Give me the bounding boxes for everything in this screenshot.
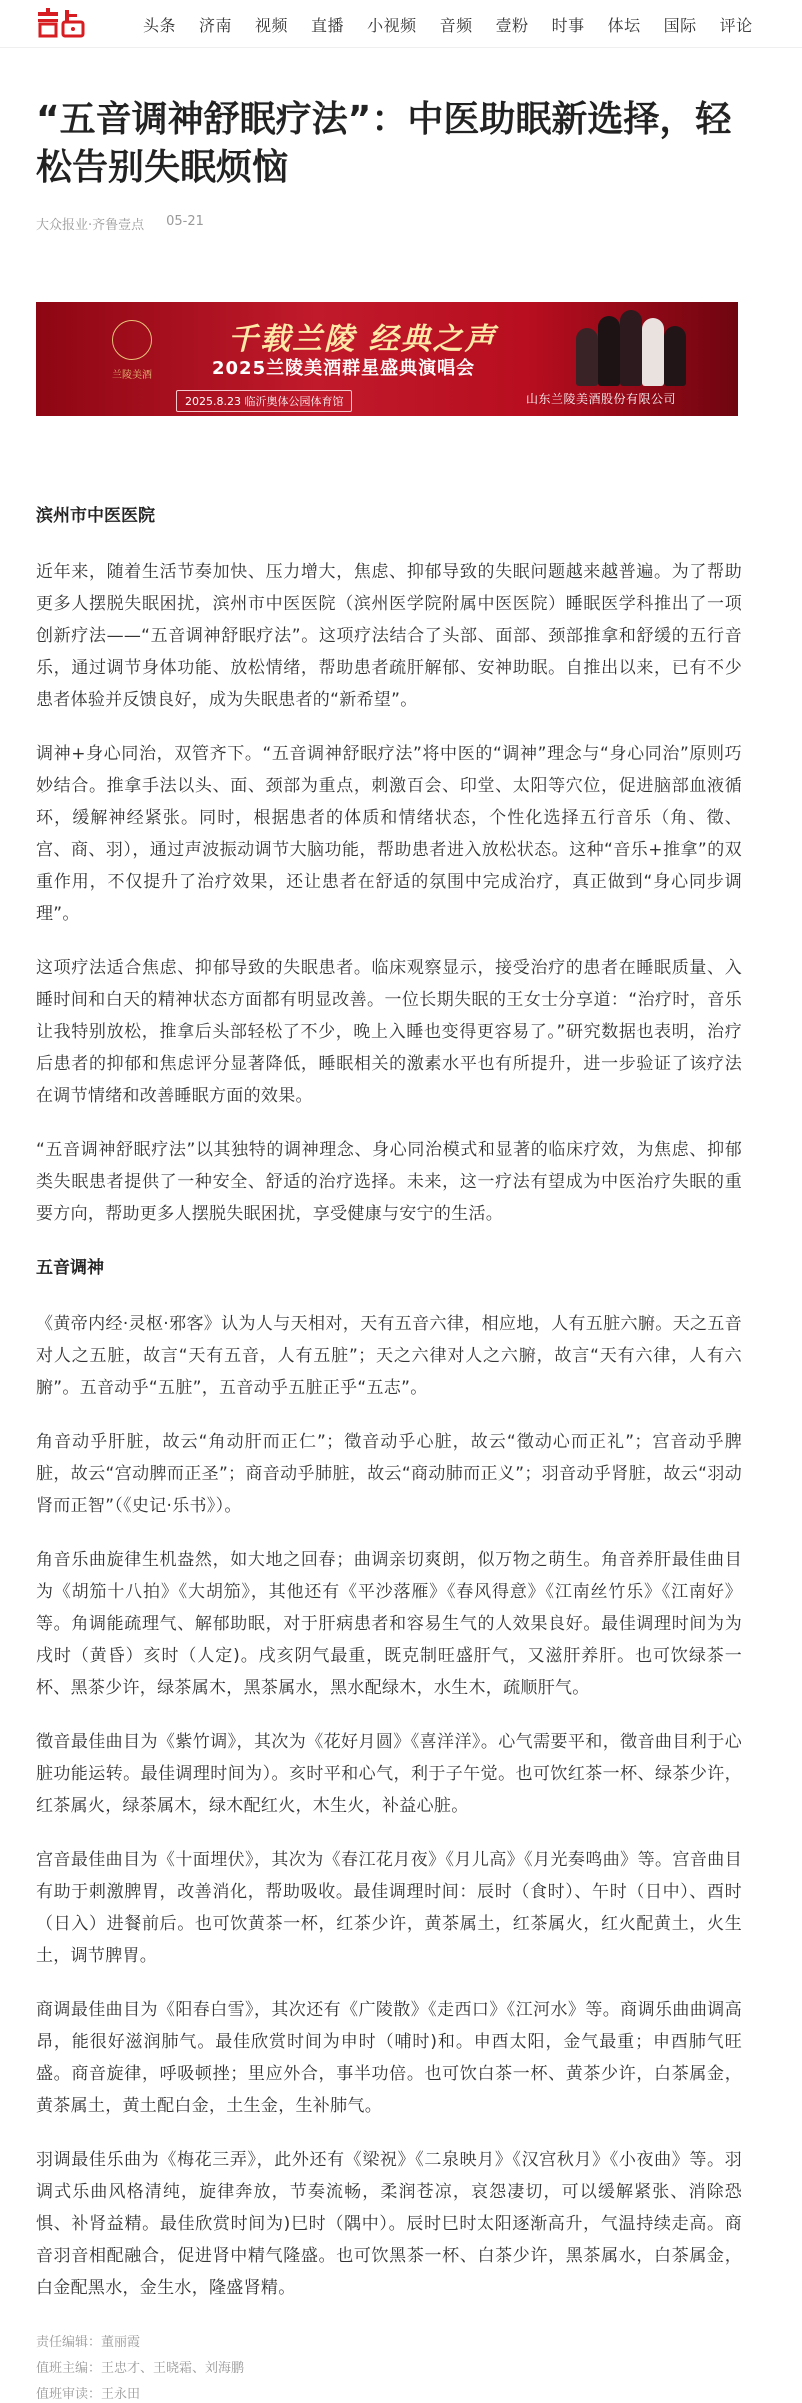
- banner-subtitle: 2025兰陵美酒群星盛典演唱会: [212, 358, 476, 379]
- editor-label: 值班审读：: [36, 2387, 102, 2402]
- article-paragraph: 羽调最佳乐曲为《梅花三弄》，此外还有《梁祝》《二泉映月》《汉宫秋月》《小夜曲》等。羽调式乐曲风格清纯，旋律奔放，节奏流畅，柔润苍凉，哀怨凄切，可以缓解紧张、消除恐惧、补肾益精。最佳欣赏时间为)巳时（隅中）。辰时巳时太阳逐渐高升，气温持续走高。商音羽音相配融合，促进肾中精气隆盛。也可饮黑茶一杯、白茶少许，黑茶属水，白茶属金，白金配黑水，金生水，隆盛肾精。: [36, 2150, 742, 2298]
- article-date: 05-21: [166, 214, 204, 229]
- editor-line: [36, 2330, 244, 2356]
- article-paragraph: 角音乐曲旋律生机盎然，如大地之回春；曲调亲切爽朗，似万物之萌生。角音养肝最佳曲目为《胡笳十八拍》《大胡笳》，其他还有《平沙落雁》《春风得意》《江南丝竹乐》《江南好》等。角调能疏理气、解郁助眠，对于肝病患者和容易生气的人效果良好。最佳调理时间为为戌时（黄昏）亥时（人定)。戌亥阴气最重，既克制旺盛肝气，又滋肝养肝。也可饮绿茶一杯、黑茶少许，绿茶属木，黑茶属水，黑水配绿木，水生木，疏顺肝气。: [36, 1550, 742, 1698]
- editor-label: 责任编辑：: [36, 2335, 102, 2350]
- article-paragraph: 徵音最佳曲目为《紫竹调》，其次为《花好月圆》《喜洋洋》。心气需要平和，徵音曲目利于心脏功能运转。最佳调理时间为）。亥时平和心气，利于子午觉。也可饮红茶一杯、绿茶少许，红茶属火，绿茶属木，绿木配红火，木生火，补益心脏。: [36, 1732, 742, 1816]
- ad-banner[interactable]: [36, 302, 738, 416]
- logo-mark-icon: [36, 8, 88, 38]
- nav-item-current-affairs[interactable]: 时事: [551, 15, 585, 35]
- article-paragraph: 这项疗法适合焦虑、抑郁导致的失眠患者。临床观察显示，接受治疗的患者在睡眠质量、入睡时间和白天的精神状态方面都有明显改善。一位长期失眠的王女士分享道：“治疗时，音乐让我特别放松，推拿后头部轻松了不少，晚上入睡也变得更容易了。”研究数据也表明，治疗后患者的抑郁和焦虑评分显著降低，睡眠相关的激素水平也有所提升，进一步验证了该疗法在调节情绪和改善睡眠方面的效果。: [36, 958, 742, 1106]
- site-logo[interactable]: [36, 5, 92, 41]
- banner-title: 千载兰陵 经典之声: [228, 322, 497, 357]
- editor-line: [36, 2356, 244, 2382]
- article-body: [36, 500, 742, 2326]
- editor-line: [36, 2382, 244, 2403]
- nav-item-international[interactable]: 国际: [663, 15, 697, 35]
- editor-credits: [36, 2330, 244, 2403]
- editor-label: 值班主编：: [36, 2361, 102, 2376]
- top-nav-bar: [0, 0, 802, 48]
- editor-name: 王忠才、王晓霜、刘海鹏: [101, 2361, 245, 2376]
- banner-brand-caption: 兰陵美酒: [112, 370, 152, 381]
- nav-item-sports[interactable]: 体坛: [607, 15, 641, 35]
- nav-item-commentary[interactable]: 评论: [719, 15, 753, 35]
- nav-item-video[interactable]: 视频: [255, 15, 289, 35]
- nav-item-audio[interactable]: 音频: [439, 15, 473, 35]
- editor-name: 王永田: [101, 2387, 141, 2402]
- article-paragraph: 商调最佳曲目为《阳春白雪》，其次还有《广陵散》《走西口》《江河水》等。商调乐曲曲调高昂，能很好滋润肺气。最佳欣赏时间为申时（哺时)和。申酉太阳，金气最重；申酉肺气旺盛。商音旋律，呼吸顿挫；里应外合，事半功倍。也可饮白茶一杯、黄茶少许，白茶属金，黄茶属土，黄土配白金，土生金，生补肺气。: [36, 2000, 742, 2116]
- article-meta: [36, 214, 226, 233]
- article-paragraph: “五音调神舒眠疗法”以其独特的调神理念、身心同治模式和显著的临床疗效，为焦虑、抑郁类失眠患者提供了一种安全、舒适的治疗选择。未来，这一疗法有望成为中医治疗失眠的重要方向，帮助更多人摆脱失眠困扰，享受健康与安宁的生活。: [36, 1140, 742, 1224]
- article-paragraph: 近年来，随着生活节奏加快、压力增大，焦虑、抑郁导致的失眠问题越来越普遍。为了帮助更多人摆脱失眠困扰，滨州市中医医院（滨州医学院附属中医医院）睡眠医学科推出了一项创新疗法——“五音调神舒眠疗法”。这项疗法结合了头部、面部、颈部推拿和舒缓的五行音乐，通过调节身体功能、放松情绪，帮助患者疏肝解郁、安神助眠。自推出以来，已有不少患者体验并反馈良好，成为失眠患者的“新希望”。: [36, 562, 742, 710]
- article-paragraph: 角音动乎肝脏，故云“角动肝而正仁”；徵音动乎心脏，故云“徵动心而正礼”；宫音动乎脾脏，故云“宫动脾而正圣”；商音动乎肺脏，故云“商动肺而正义”；羽音动乎肾脏，故云“羽动肾而正智”（《史记·乐书》）。: [36, 1432, 742, 1516]
- nav-item-jinan[interactable]: 济南: [199, 15, 233, 35]
- nav-item-headlines[interactable]: 头条: [143, 15, 177, 35]
- article-source[interactable]: 大众报业·齐鲁壹点: [36, 218, 145, 233]
- article-title: “五音调神舒眠疗法”：中医助眠新选择，轻松告别失眠烦恼: [36, 99, 732, 188]
- article-paragraph: 《黄帝内经·灵枢·邪客》认为人与天相对，天有五音六律，相应地，人有五脏六腑。天之五音对人之五脏，故言“天有五音，人有五脏”；天之六律对人之六腑，故言“天有六律，人有六腑”。五音动乎“五脏”，五音动乎五脏正乎“五志”。: [36, 1314, 742, 1398]
- article-paragraph: 调神+身心同治，双管齐下。“五音调神舒眠疗法”将中医的“调神”理念与“身心同治”原则巧妙结合。推拿手法以头、面、颈部为重点，刺激百会、印堂、太阳等穴位，促进脑部血液循环，缓解神经紧张。同时，根据患者的体质和情绪状态，个性化选择五行音乐（角、徵、宫、商、羽），通过声波振动调节大脑功能，帮助患者进入放松状态。这种“音乐+推拿”的双重作用，不仅提升了治疗效果，还让患者在舒适的氛围中完成治疗，真正做到“身心同步调理”。: [36, 744, 742, 924]
- banner-company: 山东兰陵美酒股份有限公司: [526, 392, 677, 406]
- channel-nav: [143, 0, 776, 48]
- nav-item-short-video[interactable]: 小视频: [367, 15, 417, 35]
- nav-item-fans[interactable]: 壹粉: [495, 15, 529, 35]
- section-heading: 五音调神: [36, 1258, 104, 1278]
- banner-performers-image: [576, 310, 686, 386]
- nav-item-live[interactable]: 直播: [311, 15, 345, 35]
- article-paragraph: 宫音最佳曲目为《十面埋伏》，其次为《春江花月夜》《月儿高》《月光奏鸣曲》等。宫音曲目有助于刺激脾胃，改善消化，帮助吸收。最佳调理时间：辰时（食时）、午时（日中）、酉时（日入）进餐前后。也可饮黄茶一杯，红茶少许，黄茶属土，红茶属火，红火配黄土，火生土，调节脾胃。: [36, 1850, 742, 1966]
- section-heading: 滨州市中医医院: [36, 506, 155, 526]
- editor-name: 董丽霞: [101, 2335, 141, 2350]
- banner-brand-emblem-icon: [112, 320, 152, 360]
- banner-date: 2025.8.23 临沂奥体公园体育馆: [176, 390, 352, 412]
